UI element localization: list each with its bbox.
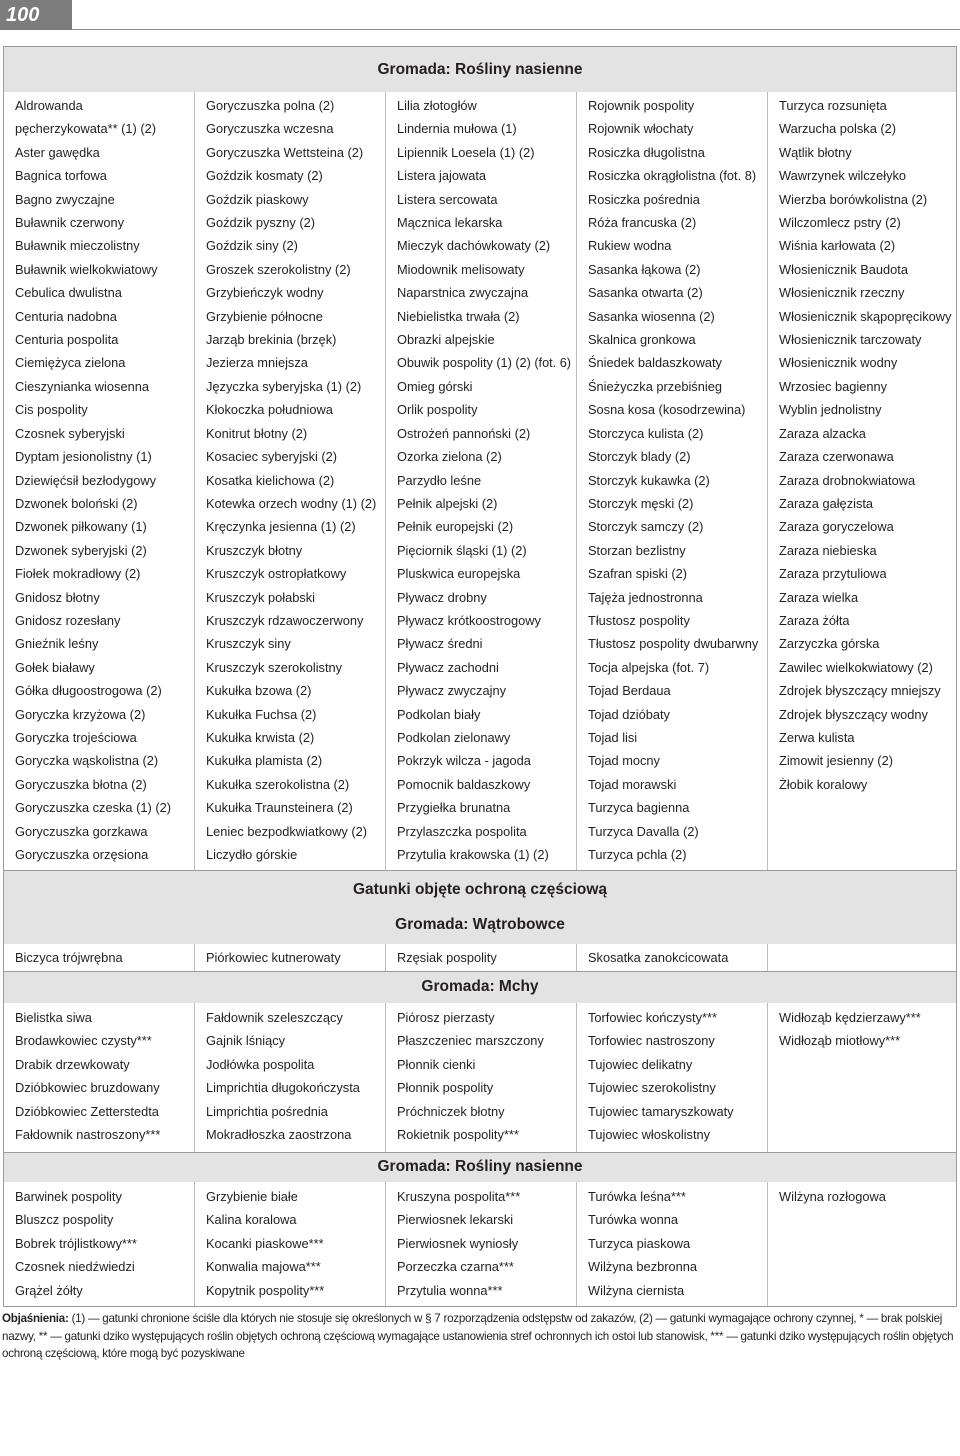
- species-name: Sosna kosa (kosodrzewina): [588, 402, 746, 418]
- species-name: Torfowiec nastroszony: [588, 1033, 715, 1049]
- species-name: Kosatka kielichowa (2): [206, 472, 335, 488]
- species-column: [577, 1003, 768, 1152]
- legend-label: Objaśnienia:: [2, 1312, 69, 1325]
- species-name: Cis pospolity: [15, 402, 88, 418]
- group-title: Gromada: Mchy: [421, 978, 539, 995]
- species-name: Rosiczka okrągłolistna (fot. 8): [588, 168, 757, 184]
- species-name: Goździk pyszny (2): [206, 215, 316, 231]
- species-name: Centuria nadobna: [15, 308, 117, 324]
- species-name: Kopytnik pospolity***: [206, 1282, 325, 1298]
- species-name: Róża francuska (2): [588, 215, 697, 231]
- species-name: Rosiczka pośrednia: [588, 191, 700, 207]
- species-name: Dzióbkowiec bruzdowany: [15, 1080, 160, 1096]
- species-name: Tocja alpejska (fot. 7): [588, 659, 710, 675]
- legend-text: (1) — gatunki chronione ściśle dla których nie stosuje się określonych w § 7 rozporządzenia odstępstw od zakazów, (2) — gatunki wymagające ochrony czynnej, * — brak polskiej nazwy, ** — gatunki dziko występujących roślin objętych ochroną częściową wymagające ustanowienia stref ochronnych ich ostoi lub stanowisk, *** — gatunki dziko występujących roślin objętych ochroną częściową, które mogą być pozyskiwane: [2, 1312, 954, 1360]
- species-name: Tojad morawski: [588, 776, 677, 792]
- species-column: [768, 1003, 957, 1152]
- species-name: Sasanka wiosenna (2): [588, 308, 715, 324]
- group-header-seed-plants-strict: [3, 46, 957, 92]
- species-name: Dzwonek piłkowany (1): [15, 519, 147, 535]
- species-list: [588, 94, 767, 866]
- species-list: [397, 946, 576, 969]
- species-name: Kruszczyk rdzawoczerwony: [206, 612, 364, 628]
- species-name: Turówka leśna***: [588, 1189, 686, 1204]
- species-name: Włosienicznik wodny: [779, 355, 898, 371]
- species-name: Tojad dzióbaty: [588, 706, 670, 722]
- species-name: Goryczuszka wczesna: [206, 121, 334, 137]
- species-name: Bluszcz pospolity: [15, 1212, 114, 1228]
- species-name: Widłoząb kędzierzawy***: [779, 1010, 921, 1025]
- species-name: Pływacz krótkoostrogowy: [397, 612, 541, 628]
- species-name: Wyblin jednolistny: [779, 402, 882, 418]
- species-name: Goryczuszka polna (2): [206, 98, 335, 113]
- species-name: Zaraza alzacka: [779, 425, 866, 441]
- species-name: Goździk piaskowy: [206, 191, 309, 207]
- species-name: Turzyca piaskowa: [588, 1235, 691, 1251]
- species-name: Porzeczka czarna***: [397, 1259, 514, 1275]
- species-list: [15, 94, 194, 866]
- species-name: Tłustosz pospolity: [588, 612, 690, 628]
- species-name: Grzybienie białe: [206, 1189, 298, 1204]
- species-column: [577, 944, 768, 971]
- species-name: Groszek szerokolistny (2): [206, 261, 351, 277]
- species-column: [4, 944, 195, 971]
- species-name: Buławnik czerwony: [15, 215, 125, 231]
- species-name: Gnidosz rozesłany: [15, 612, 121, 628]
- species-column: [768, 944, 957, 971]
- species-name: Kalina koralowa: [206, 1212, 297, 1228]
- species-name: Tujowiec delikatny: [588, 1056, 693, 1072]
- species-name: Tłustosz pospolity dwubarwny: [588, 636, 759, 652]
- group-header-mosses: [3, 971, 957, 1003]
- species-name: Wiśnia karłowata (2): [779, 238, 896, 254]
- species-list: [397, 94, 576, 866]
- species-name: Storczyk samczy (2): [588, 519, 704, 535]
- species-name: Zaraza gałęzista: [779, 495, 874, 511]
- species-name: Dyptam jesionolistny (1): [15, 449, 152, 465]
- species-name: Bagno zwyczajne: [15, 191, 115, 207]
- species-name: Pierwiosnek wyniosły: [397, 1235, 519, 1251]
- species-name: Omieg górski: [397, 378, 473, 394]
- species-name: Sasanka otwarta (2): [588, 285, 703, 301]
- species-name: Wilżyna ciernista: [588, 1282, 685, 1298]
- species-name: Jodłówka pospolita: [206, 1056, 315, 1072]
- species-name: pęcherzykowata** (1) (2): [15, 121, 157, 137]
- species-list: [15, 946, 194, 969]
- species-column: [195, 92, 386, 870]
- species-name: Listera sercowata: [397, 191, 498, 207]
- partial-protection-header: [3, 870, 957, 910]
- species-name: Kukułka bzowa (2): [206, 683, 312, 699]
- section-liverworts: [3, 944, 957, 971]
- species-name: Tojad lisi: [588, 729, 638, 745]
- species-name: Pływacz zwyczajny: [397, 683, 506, 699]
- species-name: Konitrut błotny (2): [206, 425, 308, 441]
- species-name: Storczyk blady (2): [588, 449, 691, 465]
- species-list: [206, 94, 385, 866]
- species-name: Płonnik pospolity: [397, 1080, 494, 1096]
- species-name: Pięciornik śląski (1) (2): [397, 542, 527, 558]
- species-name: Storczyca kulista (2): [588, 425, 704, 441]
- species-name: Pokrzyk wilcza - jagoda: [397, 753, 531, 769]
- species-list: [206, 1006, 385, 1146]
- species-name: Pływacz zachodni: [397, 659, 499, 675]
- page-number: 100: [0, 0, 72, 30]
- species-name: Listera jajowata: [397, 168, 487, 184]
- species-name: Rosiczka długolistna: [588, 144, 705, 160]
- species-name: Podkolan zielonawy: [397, 729, 511, 745]
- species-name: Goździk siny (2): [206, 238, 298, 254]
- species-name: Sasanka łąkowa (2): [588, 261, 701, 277]
- species-list: [588, 1185, 767, 1302]
- species-name: Kukułka szerokolistna (2): [206, 776, 350, 792]
- species-name: Rukiew wodna: [588, 238, 672, 254]
- species-name: Torfowiec kończysty***: [588, 1010, 717, 1025]
- species-name: Włosienicznik rzeczny: [779, 285, 905, 301]
- species-name: Płonnik cienki: [397, 1056, 476, 1072]
- species-column: [386, 1182, 577, 1306]
- species-name: Włosienicznik Baudota: [779, 261, 908, 277]
- species-name: Wątlik błotny: [779, 144, 852, 160]
- species-name: Buławnik mieczolistny: [15, 238, 140, 254]
- species-name: Pełnik europejski (2): [397, 519, 514, 535]
- species-name: Wrzosiec bagienny: [779, 378, 888, 394]
- species-name: Kukułka Traunsteinera (2): [206, 800, 353, 816]
- species-name: Zaraza niebieska: [779, 542, 877, 558]
- species-name: Gnidosz błotny: [15, 589, 100, 605]
- species-name: Fiołek mokradłowy (2): [15, 566, 141, 582]
- species-name: Bagnica torfowa: [15, 168, 107, 184]
- partial-protection-title: Gatunki objęte ochroną częściową: [352, 881, 608, 898]
- group-title: Gromada: Rośliny nasienne: [377, 1158, 583, 1175]
- species-name: Leniec bezpodkwiatkowy (2): [206, 823, 368, 839]
- species-name: Goryczuszka Wettsteina (2): [206, 144, 364, 160]
- species-name: Zdrojek błyszczący mniejszy: [779, 683, 941, 699]
- species-name: Turzyca Davalla (2): [588, 823, 699, 839]
- species-name: Miodownik melisowaty: [397, 261, 525, 277]
- species-name: Kocanki piaskowe***: [206, 1235, 324, 1251]
- species-name: Piórosz pierzasty: [397, 1010, 495, 1025]
- species-name: Mieczyk dachówkowaty (2): [397, 238, 551, 254]
- species-column: [386, 944, 577, 971]
- species-name: Zdrojek błyszczący wodny: [779, 706, 928, 722]
- species-name: Pełnik alpejski (2): [397, 495, 498, 511]
- species-column: [4, 92, 195, 870]
- species-column: [768, 1182, 957, 1306]
- species-name: Turówka wonna: [588, 1212, 679, 1228]
- species-name: Kruszyna pospolita***: [397, 1189, 521, 1204]
- species-name: Cieszynianka wiosenna: [15, 378, 149, 394]
- species-list: [779, 1185, 957, 1208]
- species-name: Limprichtia pośrednia: [206, 1103, 328, 1119]
- species-name: Tojad mocny: [588, 753, 660, 769]
- species-name: Lindernia mułowa (1): [397, 121, 517, 137]
- species-name: Skosatka zanokcicowata: [588, 950, 729, 965]
- species-name: Śniedek baldaszkowaty: [588, 355, 722, 371]
- species-name: Grzybienie północne: [206, 308, 323, 324]
- species-name: Czosnek syberyjski: [15, 425, 125, 441]
- species-name: Zaraza czerwonawa: [779, 449, 894, 465]
- species-name: Goryczka wąskolistna (2): [15, 753, 159, 769]
- species-name: Liczydło górskie: [206, 847, 298, 862]
- species-list: [206, 946, 385, 969]
- species-name: Biczyca trójwrębna: [15, 950, 123, 965]
- species-name: Piórkowiec kutnerowaty: [206, 950, 341, 965]
- species-name: Cebulica dwulistna: [15, 285, 122, 301]
- species-name: Jezierza mniejsza: [206, 355, 308, 371]
- species-column: [4, 1182, 195, 1306]
- species-name: Aster gawędka: [15, 144, 100, 160]
- species-name: Skalnica gronkowa: [588, 332, 696, 348]
- species-name: Mokradłoszka zaostrzona: [206, 1127, 352, 1143]
- species-name: Wilżyna rozłogowa: [779, 1189, 886, 1204]
- species-name: Buławnik wielkokwiatowy: [15, 261, 158, 277]
- species-name: Ozorka zielona (2): [397, 449, 502, 465]
- species-name: Turzyca bagienna: [588, 800, 690, 816]
- species-name: Konwalia majowa***: [206, 1259, 321, 1275]
- species-name: Zimowit jesienny (2): [779, 753, 893, 769]
- species-name: Przylaszczka pospolita: [397, 823, 527, 839]
- species-column: [577, 1182, 768, 1306]
- group-title: Gromada: Rośliny nasienne: [377, 61, 583, 78]
- species-list: [397, 1006, 576, 1146]
- species-name: Zerwa kulista: [779, 729, 855, 745]
- species-name: Widłoząb miotłowy***: [779, 1033, 901, 1049]
- species-column: [577, 92, 768, 870]
- species-name: Zawilec wielkokwiatowy (2): [779, 659, 933, 675]
- species-name: Czosnek niedźwiedzi: [15, 1259, 135, 1275]
- species-name: Obuwik pospolity (1) (2) (fot. 6): [397, 355, 571, 371]
- section-seed-plants-partial: [3, 1182, 957, 1307]
- species-name: Zaraza żółta: [779, 612, 850, 628]
- species-column: [768, 92, 957, 870]
- species-name: Rzęsiak pospolity: [397, 950, 497, 965]
- species-name: Zaraza wielka: [779, 589, 859, 605]
- species-name: Rokietnik pospolity***: [397, 1127, 519, 1143]
- species-name: Kukułka plamista (2): [206, 753, 323, 769]
- species-name: Przygiełka brunatna: [397, 800, 511, 816]
- species-name: Gajnik lśniący: [206, 1033, 286, 1049]
- species-name: Dzióbkowiec Zetterstedta: [15, 1103, 159, 1119]
- species-name: Rojownik włochaty: [588, 121, 694, 137]
- species-name: Kruszczyk szerokolistny: [206, 659, 343, 675]
- species-name: Śnieżyczka przebiśnieg: [588, 378, 722, 394]
- species-name: Wilżyna bezbronna: [588, 1259, 698, 1275]
- species-name: Brodawkowiec czysty***: [15, 1033, 152, 1049]
- species-name: Gołek białawy: [15, 659, 95, 675]
- species-name: Tujowiec włoskolistny: [588, 1127, 711, 1143]
- species-name: Grążel żółty: [15, 1282, 83, 1298]
- species-name: Zarzyczka górska: [779, 636, 880, 652]
- species-list: [588, 1006, 767, 1146]
- species-name: Próchniczek błotny: [397, 1103, 505, 1119]
- species-name: Zaraza przytuliowa: [779, 566, 887, 582]
- species-name: Zaraza goryczelowa: [779, 519, 894, 535]
- species-name: Fałdownik szeleszczący: [206, 1010, 343, 1025]
- species-name: Goryczuszka orzęsiona: [15, 847, 149, 862]
- species-name: Żłobik koralowy: [779, 776, 868, 792]
- species-name: Gnieźnik leśny: [15, 636, 99, 652]
- species-name: Goryczka krzyżowa (2): [15, 706, 146, 722]
- species-name: Goryczuszka czeska (1) (2): [15, 800, 172, 816]
- species-name: Płaszczeniec marszczony: [397, 1033, 544, 1049]
- species-name: Wilczomlecz pstry (2): [779, 215, 901, 231]
- species-name: Turzyca pchla (2): [588, 847, 687, 862]
- species-name: Kosaciec syberyjski (2): [206, 449, 338, 465]
- species-name: Kotewka orzech wodny (1) (2): [206, 495, 377, 511]
- species-name: Tujowiec tamaryszkowaty: [588, 1103, 734, 1119]
- species-name: Bielistka siwa: [15, 1010, 92, 1025]
- species-name: Storzan bezlistny: [588, 542, 686, 558]
- species-name: Gółka długoostrogowa (2): [15, 683, 162, 699]
- species-name: Lilia złotogłów: [397, 98, 477, 113]
- species-name: Kruszczyk błotny: [206, 542, 303, 558]
- species-name: Pierwiosnek lekarski: [397, 1212, 514, 1228]
- species-name: Goryczuszka gorzkawa: [15, 823, 148, 839]
- species-name: Obrazki alpejskie: [397, 332, 495, 348]
- header-rule: [72, 29, 960, 30]
- species-column: [386, 1003, 577, 1152]
- species-list: [206, 1185, 385, 1302]
- species-name: Przytulia wonna***: [397, 1282, 503, 1298]
- species-name: Pływacz średni: [397, 636, 483, 652]
- species-name: Pływacz drobny: [397, 589, 487, 605]
- species-list: [588, 946, 767, 969]
- species-name: Kręczynka jesienna (1) (2): [206, 519, 356, 535]
- species-name: Grzybieńczyk wodny: [206, 285, 324, 301]
- species-name: Dzwonek syberyjski (2): [15, 542, 147, 558]
- species-name: Kruszczyk siny: [206, 636, 291, 652]
- species-name: Storczyk męski (2): [588, 495, 694, 511]
- species-column: [195, 1182, 386, 1306]
- species-name: Goryczuszka błotna (2): [15, 776, 147, 792]
- species-name: Zaraza drobnokwiatowa: [779, 472, 916, 488]
- species-name: Drabik drzewkowaty: [15, 1056, 130, 1072]
- species-name: Włosienicznik tarczowaty: [779, 332, 922, 348]
- species-list: [779, 1006, 957, 1053]
- species-list: [15, 1006, 194, 1146]
- species-name: Języczka syberyjska (1) (2): [206, 378, 362, 394]
- group-header-liverworts: [3, 910, 957, 944]
- species-list: [397, 1185, 576, 1302]
- species-name: Przytulia krakowska (1) (2): [397, 847, 549, 862]
- species-name: Bobrek trójlistkowy***: [15, 1235, 137, 1251]
- species-name: Naparstnica zwyczajna: [397, 285, 529, 301]
- species-name: Limprichtia długokończysta: [206, 1080, 360, 1096]
- species-column: [4, 1003, 195, 1152]
- species-name: Wawrzynek wilczełyko: [779, 168, 907, 184]
- species-name: Ciemiężyca zielona: [15, 355, 126, 371]
- species-name: Pomocnik baldaszkowy: [397, 776, 531, 792]
- species-name: Goździk kosmaty (2): [206, 168, 323, 184]
- species-name: Dzwonek boloński (2): [15, 495, 138, 511]
- species-name: Mącznica lekarska: [397, 215, 503, 231]
- species-name: Turzyca rozsunięta: [779, 98, 887, 113]
- legend: [0, 1310, 960, 1363]
- species-name: Włosienicznik skąpopręcikowy: [779, 308, 952, 324]
- species-list: [779, 94, 957, 796]
- species-name: Szafran spiski (2): [588, 566, 688, 582]
- species-list: [15, 1185, 194, 1302]
- species-name: Podkolan biały: [397, 706, 481, 722]
- species-name: Pluskwica europejska: [397, 566, 521, 582]
- species-name: Centuria pospolita: [15, 332, 119, 348]
- species-column: [386, 92, 577, 870]
- species-name: Goryczka trojeściowa: [15, 729, 137, 745]
- species-name: Kukułka Fuchsa (2): [206, 706, 317, 722]
- section-mosses: [3, 1003, 957, 1152]
- group-header-seed-plants-partial: [3, 1152, 957, 1182]
- section-seed-plants-strict: [3, 92, 957, 870]
- species-name: Kłokoczka południowa: [206, 402, 333, 418]
- species-name: Tajęża jednostronna: [588, 589, 703, 605]
- species-name: Rojownik pospolity: [588, 98, 695, 113]
- species-name: Storczyk kukawka (2): [588, 472, 710, 488]
- species-name: Niebielistka trwała (2): [397, 308, 520, 324]
- species-name: Kukułka krwista (2): [206, 729, 315, 745]
- species-name: Parzydło leśne: [397, 472, 482, 488]
- species-name: Jarząb brekinia (brzęk): [206, 332, 337, 348]
- group-title: Gromada: Wątrobowce: [395, 916, 565, 933]
- species-name: Tujowiec szerokolistny: [588, 1080, 716, 1096]
- species-name: Tojad Berdaua: [588, 683, 671, 699]
- species-name: Wierzba borówkolistna (2): [779, 191, 928, 207]
- species-name: Aldrowanda: [15, 98, 83, 113]
- species-column: [195, 944, 386, 971]
- species-name: Ostrożeń pannoński (2): [397, 425, 531, 441]
- species-name: Lipiennik Loesela (1) (2): [397, 144, 535, 160]
- species-name: Orlik pospolity: [397, 402, 478, 418]
- species-name: Kruszczyk ostropłatkowy: [206, 566, 347, 582]
- species-name: Dziewięćsił bezłodygowy: [15, 472, 157, 488]
- species-column: [195, 1003, 386, 1152]
- species-name: Barwinek pospolity: [15, 1189, 122, 1204]
- species-name: Warzucha polska (2): [779, 121, 897, 137]
- species-name: Fałdownik nastroszony***: [15, 1127, 161, 1143]
- species-name: Kruszczyk połabski: [206, 589, 316, 605]
